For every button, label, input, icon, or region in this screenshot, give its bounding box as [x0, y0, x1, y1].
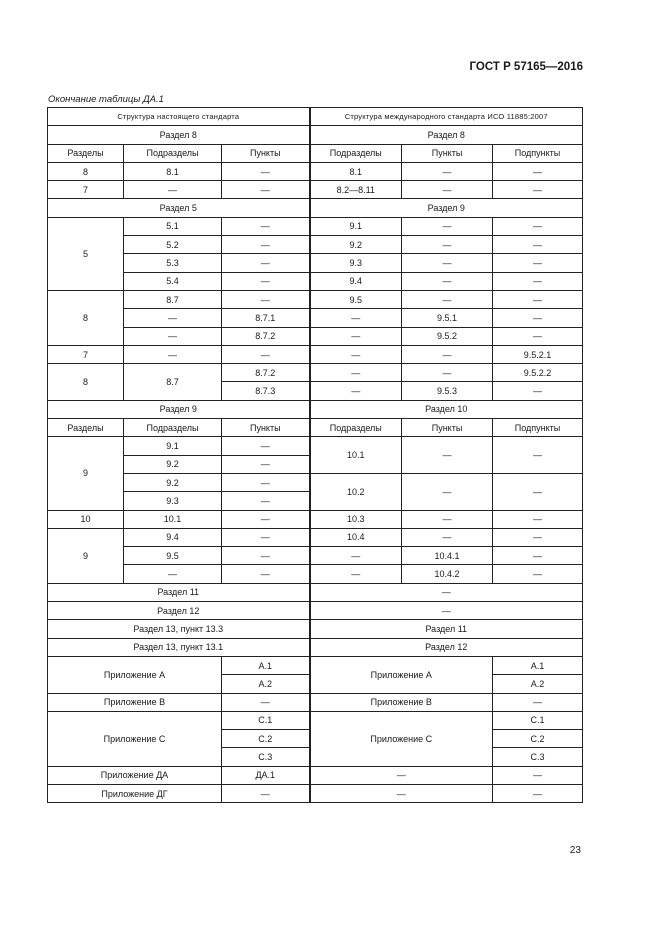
table-cell: А.2 — [222, 675, 310, 693]
table-cell: 5.2 — [124, 236, 222, 254]
table-cell: — — [310, 309, 402, 327]
table-cell: 10.1 — [310, 437, 402, 474]
table-row — [48, 437, 583, 455]
table-cell: 8.7.1 — [222, 309, 310, 327]
table-cell: Подразделы — [310, 144, 402, 162]
table-cell: А.1 — [493, 656, 583, 674]
table-row — [48, 565, 583, 583]
table-cell: — — [402, 290, 493, 308]
table-cell: 10.3 — [310, 510, 402, 528]
table-cell: 5 — [48, 217, 124, 290]
table-cell: 9.5.1 — [402, 309, 493, 327]
document-number: ГОСТ Р 57165—2016 — [469, 61, 583, 73]
table-cell: — — [310, 602, 583, 620]
table-cell: Подразделы — [124, 419, 222, 437]
table-cell: — — [222, 473, 310, 491]
table-row — [48, 217, 583, 235]
table-row — [48, 327, 583, 345]
table-cell: Разделы — [48, 144, 124, 162]
table-cell: Приложение В — [310, 693, 493, 711]
table-cell: — — [222, 784, 310, 802]
table-cell: Приложение С — [48, 711, 222, 766]
table-cell: 9 — [48, 528, 124, 583]
table-cell: 10 — [48, 510, 124, 528]
table-cell: 8 — [48, 290, 124, 345]
table-cell: — — [124, 327, 222, 345]
table-cell: 8 — [48, 162, 124, 180]
table-row — [48, 144, 583, 162]
table-cell: — — [493, 528, 583, 546]
table-cell: 9.4 — [124, 528, 222, 546]
table-cell: — — [493, 784, 583, 802]
table-row — [48, 711, 583, 729]
table-cell: Пункты — [222, 144, 310, 162]
table-cell: 8.1 — [124, 162, 222, 180]
table-cell: Раздел 12 — [48, 602, 310, 620]
table-row — [48, 473, 583, 491]
table-row — [48, 583, 583, 601]
table-row — [48, 528, 583, 546]
table-cell: С.1 — [222, 711, 310, 729]
table-row — [48, 784, 583, 802]
table-cell: 9.1 — [310, 217, 402, 235]
table-cell: Раздел 11 — [310, 620, 583, 638]
table-row — [48, 272, 583, 290]
table-cell: — — [310, 364, 402, 382]
table-cell: — — [493, 382, 583, 400]
table-row — [48, 547, 583, 565]
table-cell: — — [402, 437, 493, 474]
table-cell: 9.3 — [124, 492, 222, 510]
table-cell: Пункты — [402, 144, 493, 162]
table-cell: 10.4.2 — [402, 565, 493, 583]
table-cell: — — [402, 473, 493, 510]
table-cell: 9.4 — [310, 272, 402, 290]
table-cell: — — [493, 437, 583, 474]
table-cell: Раздел 8 — [48, 126, 310, 144]
table-row — [48, 656, 583, 674]
table-cell: — — [310, 583, 583, 601]
table-cell: — — [402, 272, 493, 290]
table-cell: — — [124, 309, 222, 327]
page-number: 23 — [569, 845, 581, 856]
table-cell: 9 — [48, 437, 124, 510]
table-cell: — — [493, 290, 583, 308]
correspondence-table — [47, 107, 583, 803]
table-cell: — — [124, 181, 222, 199]
table-cell: С.1 — [493, 711, 583, 729]
table-row — [48, 400, 583, 418]
table-cell: А.1 — [222, 656, 310, 674]
table-cell: — — [493, 565, 583, 583]
table-cell: — — [222, 345, 310, 363]
table-cell: — — [493, 766, 583, 784]
table-cell: 9.2 — [124, 473, 222, 491]
table-cell: Приложение В — [48, 693, 222, 711]
table-cell: — — [493, 510, 583, 528]
table-row — [48, 290, 583, 308]
table-row — [48, 254, 583, 272]
table-cell: — — [310, 547, 402, 565]
table-cell: — — [402, 254, 493, 272]
table-cell: Раздел 9 — [48, 400, 310, 418]
table-cell: Подпункты — [493, 144, 583, 162]
table-row — [48, 345, 583, 363]
table-cell: — — [222, 272, 310, 290]
table-cell: — — [124, 345, 222, 363]
table-cell: — — [493, 217, 583, 235]
table-cell: С.3 — [493, 748, 583, 766]
table-cell: — — [402, 510, 493, 528]
table-row — [48, 126, 583, 144]
table-cell: — — [222, 565, 310, 583]
table-cell: Структура настоящего стандарта — [48, 108, 310, 126]
table-cell: — — [493, 162, 583, 180]
table-row — [48, 162, 583, 180]
table-cell: 7 — [48, 181, 124, 199]
table-row — [48, 309, 583, 327]
table-cell: 10.4 — [310, 528, 402, 546]
table-cell: 9.5 — [310, 290, 402, 308]
table-cell: 8.2—8.11 — [310, 181, 402, 199]
table-cell: 8.7.3 — [222, 382, 310, 400]
table-cell: Раздел 12 — [310, 638, 583, 656]
table-cell: Пункты — [402, 419, 493, 437]
table-row — [48, 620, 583, 638]
table-cell: — — [493, 693, 583, 711]
table-cell: Разделы — [48, 419, 124, 437]
table-body — [48, 108, 583, 803]
table-cell: Структура международного стандарта ИСО 11885:2007 — [310, 108, 583, 126]
table-cell: 7 — [48, 345, 124, 363]
table-cell: С.2 — [222, 730, 310, 748]
table-cell: — — [402, 217, 493, 235]
table-cell: — — [493, 272, 583, 290]
table-cell: — — [222, 693, 310, 711]
table-cell: — — [310, 345, 402, 363]
table-cell: Раздел 11 — [48, 583, 310, 601]
table-cell: 8.1 — [310, 162, 402, 180]
table-cell: Подразделы — [310, 419, 402, 437]
table-cell: Приложение А — [48, 656, 222, 693]
table-cell: 9.5.2 — [402, 327, 493, 345]
table-cell: 9.2 — [124, 455, 222, 473]
table-cell: — — [493, 547, 583, 565]
table-cell: — — [222, 547, 310, 565]
table-cell: 9.1 — [124, 437, 222, 455]
table-cell: — — [402, 528, 493, 546]
table-cell: — — [310, 565, 402, 583]
table-cell: — — [493, 327, 583, 345]
table-cell: 8.7.2 — [222, 327, 310, 345]
table-row — [48, 419, 583, 437]
table-cell: Приложение А — [310, 656, 493, 693]
table-cell: Раздел 5 — [48, 199, 310, 217]
table-cell: Приложение С — [310, 711, 493, 766]
table-cell: — — [493, 236, 583, 254]
table-cell: 5.4 — [124, 272, 222, 290]
table-cell: — — [402, 162, 493, 180]
table-cell: — — [493, 181, 583, 199]
table-cell: 9.5.2.2 — [493, 364, 583, 382]
table-cell: Раздел 10 — [310, 400, 583, 418]
table-cell: А.2 — [493, 675, 583, 693]
table-cell: — — [310, 382, 402, 400]
table-row — [48, 364, 583, 382]
table-cell: 9.2 — [310, 236, 402, 254]
table-cell: 8.7 — [124, 290, 222, 308]
table-cell: 9.3 — [310, 254, 402, 272]
table-cell: 9.5.2.1 — [493, 345, 583, 363]
table-row — [48, 766, 583, 784]
table-cell: 8 — [48, 364, 124, 401]
table-row — [48, 181, 583, 199]
table-cell: 10.1 — [124, 510, 222, 528]
table-row — [48, 693, 583, 711]
table-cell: — — [222, 290, 310, 308]
table-cell: — — [222, 254, 310, 272]
table-cell: Приложение ДГ — [48, 784, 222, 802]
table-cell: С.2 — [493, 730, 583, 748]
table-cell: ДА.1 — [222, 766, 310, 784]
table-cell: — — [310, 327, 402, 345]
table-cell: — — [402, 364, 493, 382]
table-cell: — — [493, 309, 583, 327]
table-cell: — — [493, 473, 583, 510]
table-cell: 5.1 — [124, 217, 222, 235]
table-cell: Приложение ДА — [48, 766, 222, 784]
table-cell: — — [310, 784, 493, 802]
table-caption: Окончание таблицы ДА.1 — [48, 94, 164, 105]
table-row — [48, 602, 583, 620]
table-cell: 8.7 — [124, 364, 222, 401]
table-cell: 8.7.2 — [222, 364, 310, 382]
table-cell: — — [310, 766, 493, 784]
table-cell: 10.2 — [310, 473, 402, 510]
table-cell: — — [222, 528, 310, 546]
table-cell: — — [402, 236, 493, 254]
table-cell: — — [124, 565, 222, 583]
table-cell: Раздел 13, пункт 13.3 — [48, 620, 310, 638]
table-cell: Подразделы — [124, 144, 222, 162]
table-row — [48, 510, 583, 528]
table-row — [48, 638, 583, 656]
table-cell: 5.3 — [124, 254, 222, 272]
table-cell: — — [402, 345, 493, 363]
table-cell: Раздел 13, пункт 13.1 — [48, 638, 310, 656]
table-cell: С.3 — [222, 748, 310, 766]
table-row — [48, 199, 583, 217]
table-cell: — — [222, 217, 310, 235]
table-cell: — — [222, 510, 310, 528]
table-cell: — — [222, 437, 310, 455]
table-cell: — — [222, 181, 310, 199]
table-cell: Раздел 8 — [310, 126, 583, 144]
table-cell: Пункты — [222, 419, 310, 437]
table-cell: — — [222, 492, 310, 510]
table-row — [48, 108, 583, 126]
table-cell: — — [222, 162, 310, 180]
table-cell: Раздел 9 — [310, 199, 583, 217]
table-cell: — — [493, 254, 583, 272]
table-cell: 9.5 — [124, 547, 222, 565]
table-cell: Подпункты — [493, 419, 583, 437]
table-cell: 9.5.3 — [402, 382, 493, 400]
table-row — [48, 236, 583, 254]
table-cell: — — [222, 455, 310, 473]
table-cell: 10.4.1 — [402, 547, 493, 565]
correspondence-table-container — [47, 107, 582, 803]
table-cell: — — [402, 181, 493, 199]
table-cell: — — [222, 236, 310, 254]
